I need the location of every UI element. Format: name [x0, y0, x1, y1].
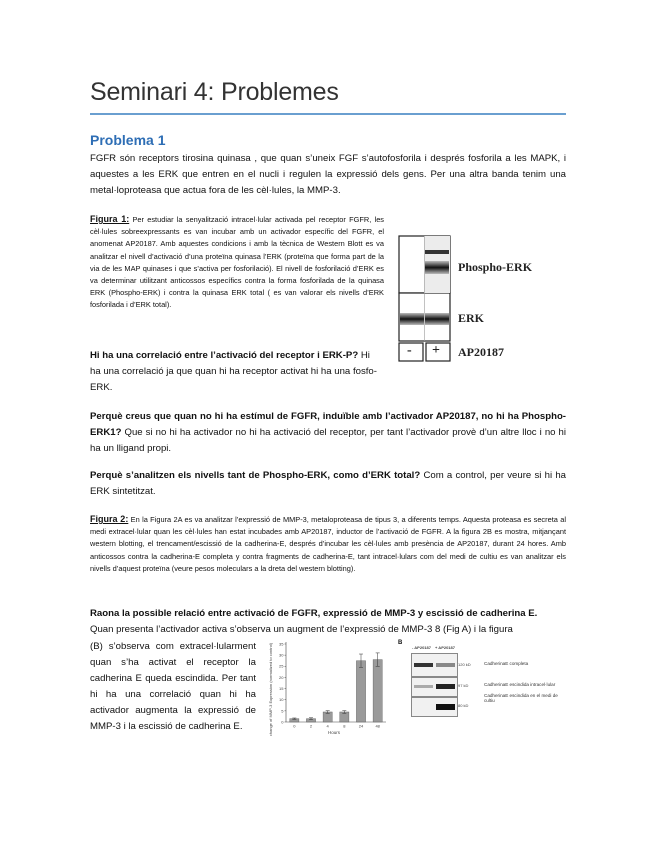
question-3-text: Perquè s’analitzen els nivells tant de Phospho-ERK, como d’ERK total?	[90, 470, 421, 481]
x-tick-label: 48	[375, 723, 380, 729]
intro-paragraph: FGFR són receptors tirosina quinasa , que quan s’uneix FGF s’autofosforila i després fosforila a les MAPK, i aquestes a les ERK que entren en el nucli i regulen la expressió dels gens. Per una altra banda tenim una metal·loproteasa que actua fora de les cèl·lules, la MMP-3.	[90, 153, 566, 196]
figure1-caption	[90, 213, 384, 312]
mmp3-bar-chart	[266, 636, 392, 736]
col-label-minus: - AP20187	[412, 645, 431, 650]
question-2-text: Perquè creus que quan no hi ha estímul de FGFR, induïble amb l’activador AP20187, no hi ha Phospho-ERK1?	[90, 411, 566, 438]
x-tick-label: 0	[293, 723, 296, 729]
y-tick-label: 35	[279, 641, 284, 647]
x-tick-label: 8	[343, 723, 346, 729]
row-label-medium: CadherinaE escindida en el medi de cultiu	[484, 693, 558, 703]
blot-row-1	[411, 653, 458, 677]
y-tick-label: 0	[281, 719, 284, 725]
col-label-plus: + AP20187	[435, 645, 455, 650]
erk-label: ERK	[458, 311, 485, 325]
figure2-caption	[90, 513, 566, 575]
y-tick-label: 5	[281, 708, 284, 714]
mw-120: 120 kD	[458, 662, 471, 667]
figure2b-western-blot	[398, 642, 568, 722]
figure2a-chart	[266, 636, 392, 736]
activator-label: AP20187	[458, 345, 504, 359]
figure1-text: Per estudiar la senyalització intracel·lular activada pel receptor FGFR, les cèl·lules sobreexpressants es van incubar amb un activador específic del FGFR, el anomenat AP20187. Amb aquestes condicions i amb la tècnica de Western Blott es va analitzar el nivell d’activació d’una proteïna quinasa l’ERK (proteïna que forma part de la via de les MAP quinases i que s’activa per fosforilació). El nivell de fosforilació d’ERK es va determinar utilitzant anticossos específics contra la forma fosforilada de la quinasa ERK (Phospho-ERK) i contra la quinasa ERK total ( es van valorar els nivells d’ERK fosforilada i d’ERK total).	[90, 215, 384, 310]
figure2-text: En la Figura 2A es va analitzar l’expressió de MMP-3, metaloproteasa de tipus 3, a diferents temps. Aquesta proteasa es secreta al medi extracel·lular quan les cèl·lules han estat incubades amb AP20187, inductor de l’activació de FGFR. A la figura 2B es mostra, mitjançant western blotting, el trencament/escissió de la cadherina-E, després d’incubar les cèl·lules amb presència de AP20187, durant 24 hores. Amb anticossos contra la cadherina-E completa y contra fragments de cadherina-E, tant intracel·lulars com del medi de cultiu es van analitzar els nivells d’aquest proteïna (veure pesos moleculars a la dreta del western blotting).	[90, 515, 566, 573]
plus-label: +	[432, 343, 440, 358]
answer-3-text: Com a control, per veure si hi ha ERK sintetitzat.	[90, 470, 566, 497]
figure1-western-blot	[398, 235, 564, 365]
x-axis-label: Hours	[327, 730, 341, 735]
title-divider	[90, 113, 566, 115]
answer-4-rest: (B) s’observa com extracel·lularment quan s’ha activat el receptor la cadherina E queda escindida. Per tant hi ha una correlació quan hi ha activador augmenta la expressió de MMP-3 i la escissió de cadherina E.	[90, 641, 256, 732]
y-axis-label: Fold change of MMP-3 Expression (normalized to control)	[268, 642, 273, 736]
question-1-text: Hi ha una correlació entre l’activació del receptor i ERK-P?	[90, 350, 359, 361]
mw-97: 97 kD	[458, 683, 469, 688]
problem-heading: Problema 1	[90, 132, 166, 148]
bar-48h	[373, 660, 382, 722]
mw-80: 80 kD	[458, 703, 469, 708]
minus-label: -	[407, 343, 412, 358]
answer-4-line: Quan presenta l’activador activa s’observa un augment de l’expressió de MMP-3 8 (Fig A) i la figura	[90, 624, 513, 635]
figure1-label: Figura 1:	[90, 214, 130, 224]
x-tick-label: 24	[358, 723, 364, 729]
x-tick-label: 2	[309, 723, 313, 729]
row-label-intracellular: CadherinaE escindida intracel·lular	[484, 682, 556, 687]
y-tick-label: 15	[279, 685, 284, 691]
question-2	[90, 409, 566, 457]
figure2-label: Figura 2:	[90, 514, 129, 524]
y-tick-label: 25	[279, 663, 284, 669]
row-label-complete: CadherinaE completa	[484, 661, 529, 666]
blot-row-3	[411, 697, 458, 717]
page-title: Seminari 4: Problemes	[90, 78, 339, 106]
blot-row-2	[411, 677, 458, 697]
question-3	[90, 468, 566, 500]
y-tick-label: 10	[279, 697, 284, 703]
y-tick-label: 30	[279, 652, 284, 658]
question-1	[90, 348, 382, 396]
x-tick-label: 4	[326, 723, 329, 729]
answer-1-text: Hi ha una correlació ja que quan hi ha receptor activat hi ha una fosfo-ERK.	[90, 350, 377, 393]
y-tick-label: 20	[279, 674, 284, 680]
panel-b-letter: B	[398, 640, 403, 646]
answer-2-text: Que si no hi ha activador no hi ha activació del receptor, per tant l’activador provè d’un altre lloc i no hi ha un lligand propi.	[90, 427, 566, 454]
bar-24h	[356, 661, 365, 722]
question-4-text: Raona la possible relació entre activació de FGFR, expressió de MMP-3 y escissió de cadherina E.	[90, 608, 538, 619]
phospho-erk-label: Phospho-ERK	[458, 260, 533, 274]
